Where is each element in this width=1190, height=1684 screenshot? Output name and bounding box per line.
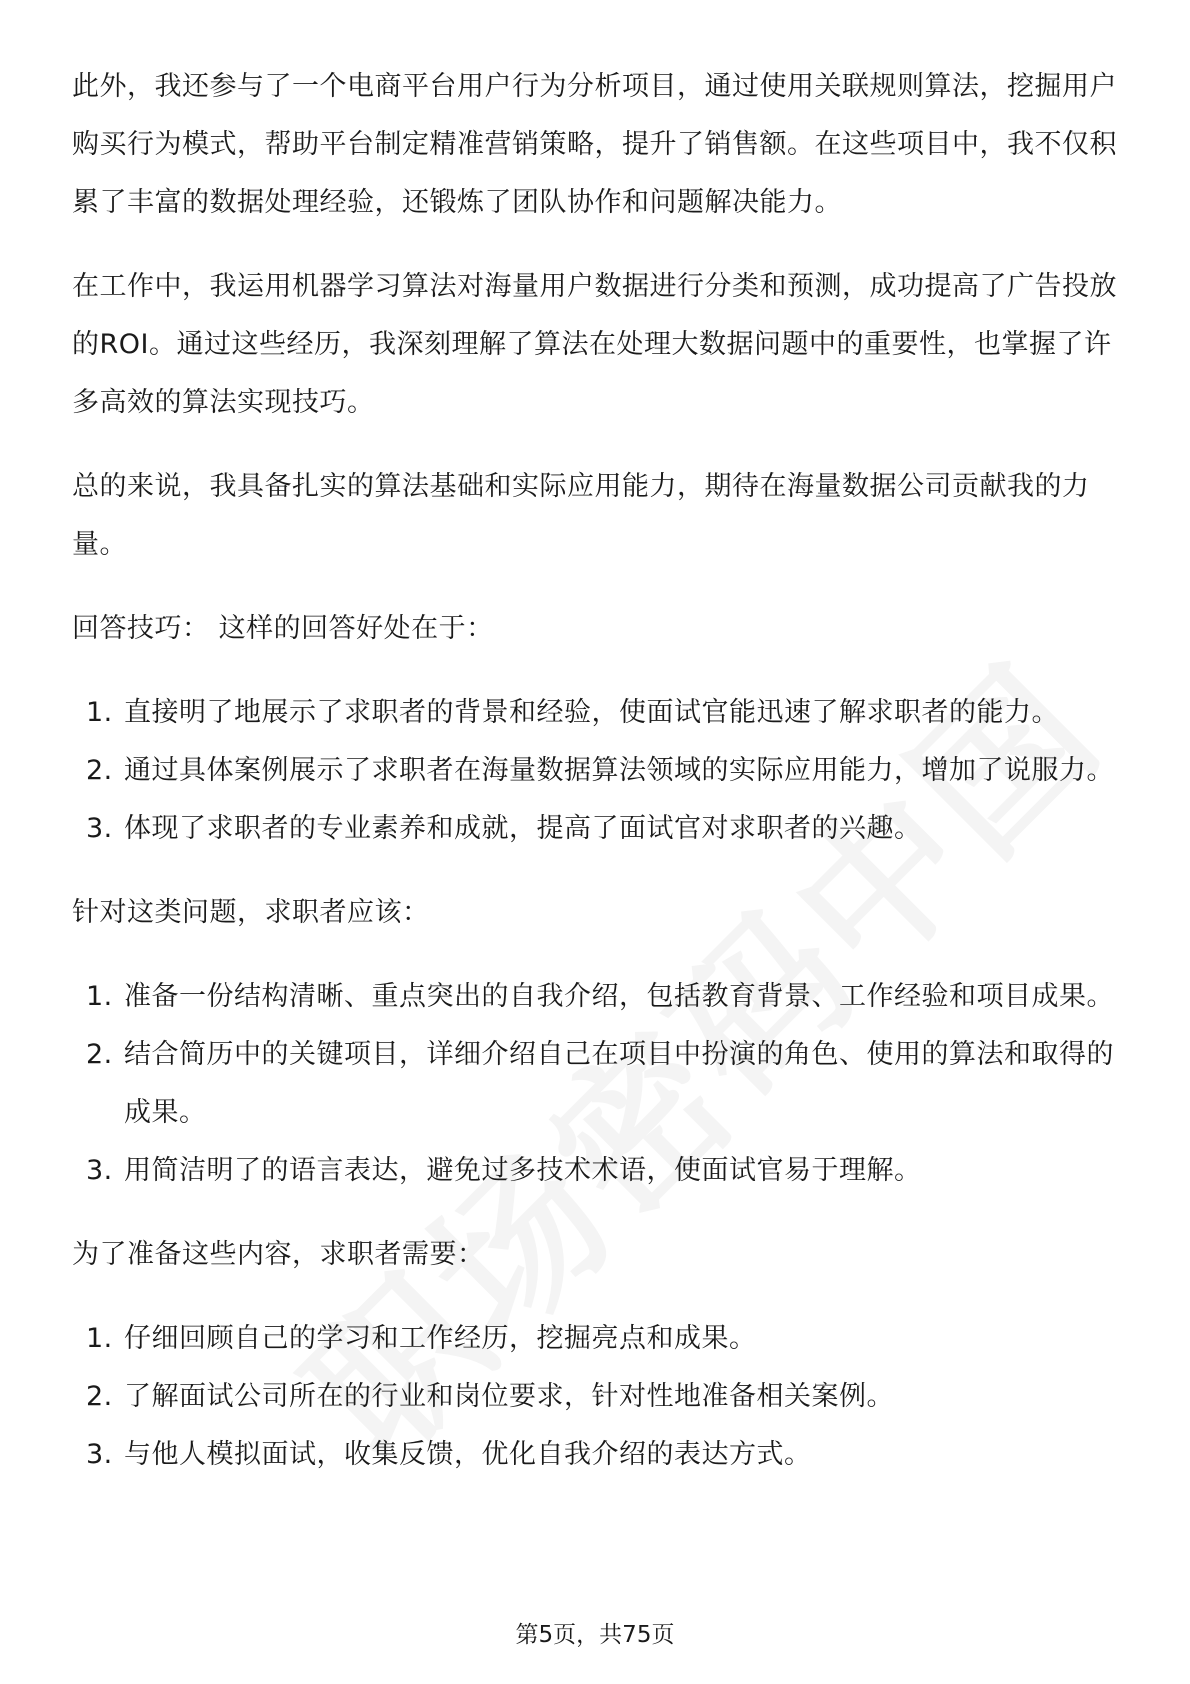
list-number: 1. bbox=[86, 697, 113, 728]
list-item bbox=[72, 1426, 1122, 1484]
paragraph-project-experience: 此外，我还参与了一个电商平台用户行为分析项目，通过使用关联规则算法，挖掘用户购买行为模式，帮助平台制定精准营销策略，提升了销售额。在这些项目中，我不仅积累了丰富的数据处理经验，还锻炼了团队协作和问题解决能力。 bbox=[72, 71, 1117, 218]
list-item-text: 仔细回顾自己的学习和工作经历，挖掘亮点和成果。 bbox=[124, 1323, 757, 1354]
paragraph-preparation: 为了准备这些内容，求职者需要： bbox=[72, 1239, 485, 1270]
list-item-text: 直接明了地展示了求职者的背景和经验，使面试官能迅速了解求职者的能力。 bbox=[124, 697, 1059, 728]
list-item bbox=[72, 1310, 1122, 1368]
list-item-text: 通过具体案例展示了求职者在海量数据算法领域的实际应用能力，增加了说服力。 bbox=[124, 755, 1114, 786]
list-number: 1. bbox=[86, 1323, 113, 1354]
paragraph-summary: 总的来说，我具备扎实的算法基础和实际应用能力，期待在海量数据公司贡献我的力量。 bbox=[72, 471, 1090, 560]
list-item-text: 了解面试公司所在的行业和岗位要求，针对性地准备相关案例。 bbox=[124, 1381, 894, 1412]
answer-benefits-list bbox=[72, 684, 1122, 858]
list-item-text: 体现了求职者的专业素养和成就，提高了面试官对求职者的兴趣。 bbox=[124, 813, 922, 844]
list-number: 2. bbox=[86, 755, 113, 786]
paragraph-answer-tips: 回答技巧： 这样的回答好处在于： bbox=[72, 613, 494, 644]
paragraph-should-do: 针对这类问题，求职者应该： bbox=[72, 897, 430, 928]
should-do-list bbox=[72, 968, 1122, 1200]
document-body bbox=[72, 58, 1122, 1510]
list-item bbox=[72, 742, 1122, 800]
list-item-text: 准备一份结构清晰、重点突出的自我介绍，包括教育背景、工作经验和项目成果。 bbox=[124, 981, 1114, 1012]
preparation-list bbox=[72, 1310, 1122, 1484]
list-item bbox=[72, 684, 1122, 742]
list-item bbox=[72, 1026, 1122, 1142]
list-number: 3. bbox=[86, 1155, 113, 1186]
list-number: 3. bbox=[86, 1439, 113, 1470]
list-number: 2. bbox=[86, 1381, 113, 1412]
list-item bbox=[72, 1368, 1122, 1426]
list-item bbox=[72, 968, 1122, 1026]
list-item-text: 用简洁明了的语言表达，避免过多技术术语，使面试官易于理解。 bbox=[124, 1155, 922, 1186]
page-number-footer: 第5页，共75页 bbox=[515, 1622, 675, 1648]
list-number: 3. bbox=[86, 813, 113, 844]
list-item bbox=[72, 1142, 1122, 1200]
list-number: 1. bbox=[86, 981, 113, 1012]
list-item-text: 与他人模拟面试，收集反馈，优化自我介绍的表达方式。 bbox=[124, 1439, 812, 1470]
list-item bbox=[72, 800, 1122, 858]
list-number: 2. bbox=[86, 1039, 113, 1070]
list-item-text: 结合简历中的关键项目，详细介绍自己在项目中扮演的角色、使用的算法和取得的成果。 bbox=[124, 1039, 1114, 1128]
paragraph-work-experience: 在工作中，我运用机器学习算法对海量用户数据进行分类和预测，成功提高了广告投放的ROI。通过这些经历，我深刻理解了算法在处理大数据问题中的重要性，也掌握了许多高效的算法实现技巧。 bbox=[72, 271, 1117, 418]
